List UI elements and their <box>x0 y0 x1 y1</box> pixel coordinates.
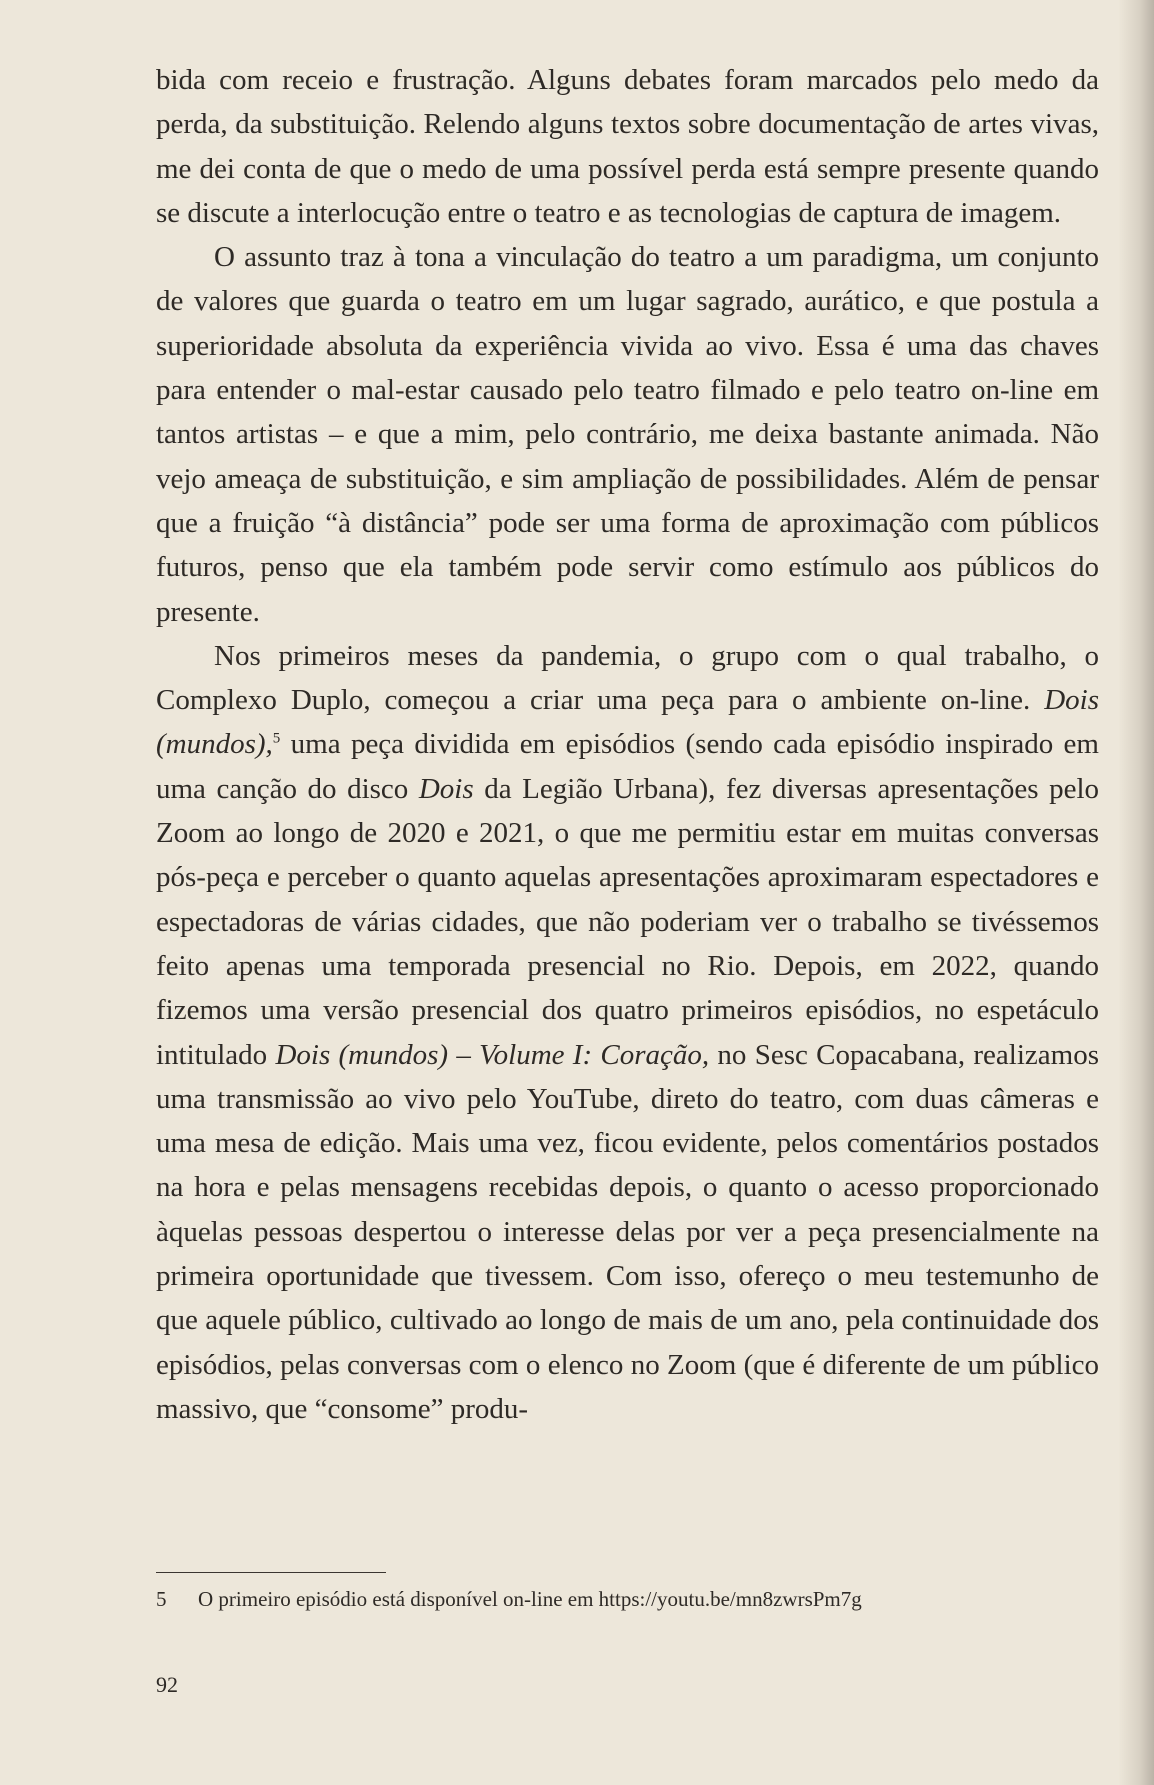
footnote <box>156 1584 862 1614</box>
paragraph-3-text-b: uma peça dividida em episódios (sendo cada episódio inspirado em uma canção do disco <box>156 728 1099 805</box>
paragraph-3 <box>156 634 1099 1431</box>
body-text <box>156 58 1099 1431</box>
paragraph-2 <box>156 235 1099 634</box>
paragraph-2-text: O assunto traz à tona a vinculação do teatro a um paradigma, um conjunto de valores que guarda o teatro em um lugar sagrado, aurático, e que postula a superioridade absoluta da experiência vivida ao vivo. Essa é uma das chaves para entender o mal-estar causado pelo teatro filmado e pelo teatro on-line em tantos artistas – e que a mim, pelo contrário, me deixa bastante animada. Não vejo ameaça de substituição, e sim ampliação de possibilidades. Além de pensar que a fruição “à distância” pode ser uma forma de aproximação com públicos futuros, penso que ela também pode servir como estímulo aos públicos do presente. <box>156 241 1099 628</box>
paragraph-1 <box>156 58 1099 235</box>
album-title-dois: Dois <box>418 772 474 805</box>
footnote-text: O primeiro episódio está disponível on-line em https://youtu.be/mn8zwrsPm7g <box>198 1587 862 1611</box>
paragraph-3-text-d: no Sesc Copacabana, realizamos uma transmissão ao vivo pelo YouTube, direto do teatro, com duas câmeras e uma mesa de edição. Mais uma vez, ficou evidente, pelos comentários postados na hora e pelas mensagens recebidas depois, o quanto o acesso proporcionado àquelas pessoas despertou o interesse delas por ver a peça presencialmente na primeira oportunidade que tivessem. Com isso, ofereço o meu testemunho de que aquele público, cultivado ao longo de mais de um ano, pela continuidade dos episódios, pelas conversas com o elenco no Zoom (que é diferente de um público massivo, que “consome” produ- <box>156 1038 1099 1425</box>
footnote-divider <box>156 1572 386 1573</box>
page-edge-shadow <box>1118 0 1154 1785</box>
footnote-reference: 5 <box>272 730 281 747</box>
paragraph-3-text-a: Nos primeiros meses da pandemia, o grupo com o qual trabalho, o Complexo Duplo, começou a criar uma peça para o ambiente on-line. <box>156 639 1099 717</box>
show-title-volume-i: Dois (mundos) – Volume I: Coração, <box>275 1038 710 1071</box>
work-title-dois-mundos: Dois (mundos), <box>156 684 1099 761</box>
paragraph-3-text-c: da Legião Urbana), fez diversas apresentações pelo Zoom ao longo de 2020 e 2021, o que me permitiu estar em muitas conversas pós-peça e perceber o quanto aquelas apresentações aproximaram espectadores e espectadoras de várias cidades, que não poderiam ver o trabalho se tivéssemos feito apenas uma temporada presencial no Rio. Depois, em 2022, quando fizemos uma versão presencial dos quatro primeiros episódios, no espetáculo intitulado <box>156 772 1099 1071</box>
page-number: 92 <box>156 1672 178 1697</box>
footnote-number: 5 <box>156 1587 167 1611</box>
paragraph-1-text: bida com receio e frustração. Alguns debates foram marcados pelo medo da perda, da substituição. Relendo alguns textos sobre documentação de artes vivas, me dei conta de que o medo de uma possível perda está sempre presente quando se discute a interlocução entre o teatro e as tecnologias de captura de imagem. <box>156 64 1099 229</box>
